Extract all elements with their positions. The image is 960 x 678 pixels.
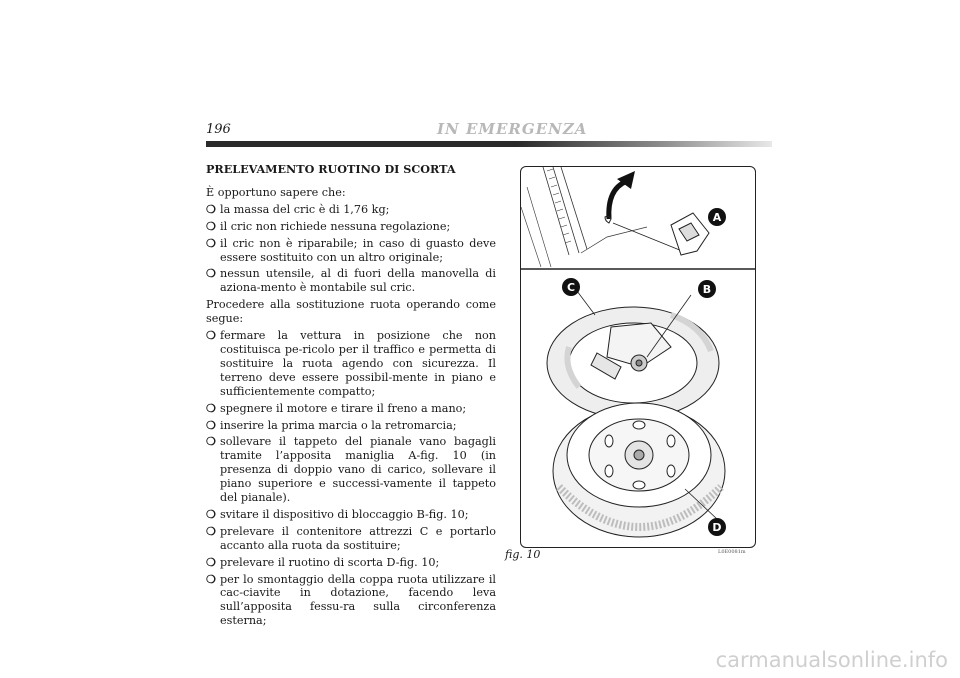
page-number: 196 xyxy=(206,122,231,137)
bullet-marker: ❍ xyxy=(206,400,217,415)
bullet-marker: ❍ xyxy=(206,506,217,521)
section-heading: PRELEVAMENTO RUOTINO DI SCORTA xyxy=(206,162,456,176)
bullet-marker: ❍ xyxy=(206,554,217,569)
step-text: inserire la prima marcia o la retromarcia; xyxy=(220,418,457,432)
step-item xyxy=(206,525,496,553)
callout-d xyxy=(708,518,726,536)
step-text: per lo smontaggio della coppa ruota utilizzare il cac-ciavite in dotazione, facendo leva sull’apposita fessu-ra sulla circonferenza esterna; xyxy=(220,572,496,628)
fact-item xyxy=(206,220,496,234)
fact-text: il cric non richiede nessuna regolazione; xyxy=(220,219,451,233)
step-item xyxy=(206,329,496,399)
svg-text:C: C xyxy=(566,281,576,294)
bullet-marker: ❍ xyxy=(206,218,217,233)
svg-text:D: D xyxy=(712,521,722,534)
bullet-marker: ❍ xyxy=(206,571,217,586)
fact-item xyxy=(206,203,496,217)
bullet-marker: ❍ xyxy=(206,523,217,538)
svg-text:B: B xyxy=(702,283,712,296)
watermark: carmanualsonline.info xyxy=(715,648,948,672)
figure-illustration xyxy=(520,166,756,548)
fact-text: nessun utensile, al di fuori della manovella di aziona-mento è montabile sul cric. xyxy=(220,267,496,295)
callout-c xyxy=(562,278,580,296)
bullet-marker: ❍ xyxy=(206,235,217,250)
bullet-marker: ❍ xyxy=(206,266,217,281)
bullet-marker: ❍ xyxy=(206,328,217,343)
svg-text:A: A xyxy=(712,211,722,224)
header-rule xyxy=(206,141,772,147)
fact-text: il cric non è riparabile; in caso di guasto deve essere sostituito con un altro originale; xyxy=(220,236,496,264)
bullet-marker: ❍ xyxy=(206,434,217,449)
lift-arrow-icon xyxy=(609,181,627,219)
step-text: prelevare il ruotino di scorta D-fig. 10; xyxy=(220,555,440,569)
figure-code: L0E0081m xyxy=(718,549,746,555)
callout-b xyxy=(698,280,716,298)
step-item xyxy=(206,402,496,416)
step-text: sollevare il tappeto del pianale vano bagagli tramite l’apposita maniglia A-fig. 10 (in presenza di doppio vano di carico, sollevare il piano superiore e successi-vamente il tappeto del pianale). xyxy=(220,435,496,505)
text-column xyxy=(206,163,496,631)
figure-caption: fig. 10 xyxy=(505,548,541,561)
fact-item xyxy=(206,267,496,295)
intro-text: È opportuno sapere che: xyxy=(206,185,346,199)
step-text: svitare il dispositivo di bloccaggio B-fig. 10; xyxy=(220,507,469,521)
fact-item xyxy=(206,237,496,265)
bullet-marker: ❍ xyxy=(206,417,217,432)
callout-a xyxy=(708,208,726,226)
step-item xyxy=(206,419,496,433)
procedure-intro: Procedere alla sostituzione ruota operando come segue: xyxy=(206,298,496,326)
step-item xyxy=(206,573,496,629)
tool-container xyxy=(547,307,719,419)
step-item xyxy=(206,508,496,522)
step-item xyxy=(206,556,496,570)
section-title: IN EMERGENZA xyxy=(437,120,588,138)
step-text: spegnere il motore e tirare il freno a mano; xyxy=(220,401,467,415)
spare-wheel xyxy=(553,403,725,537)
step-text: prelevare il contenitore attrezzi C e portarlo accanto alla ruota da sostituire; xyxy=(220,524,496,552)
spare-wheel-illustration xyxy=(521,167,755,547)
bullet-marker: ❍ xyxy=(206,201,217,216)
step-item xyxy=(206,435,496,505)
fact-text: la massa del cric è di 1,76 kg; xyxy=(220,202,390,216)
step-text: fermare la vettura in posizione che non costituisca pe-ricolo per il traffico e permetta di sostituire la ruota agendo con sicurezza. Il terreno deve essere possibil-mente in piano e sufficientemente compatto; xyxy=(220,329,496,398)
